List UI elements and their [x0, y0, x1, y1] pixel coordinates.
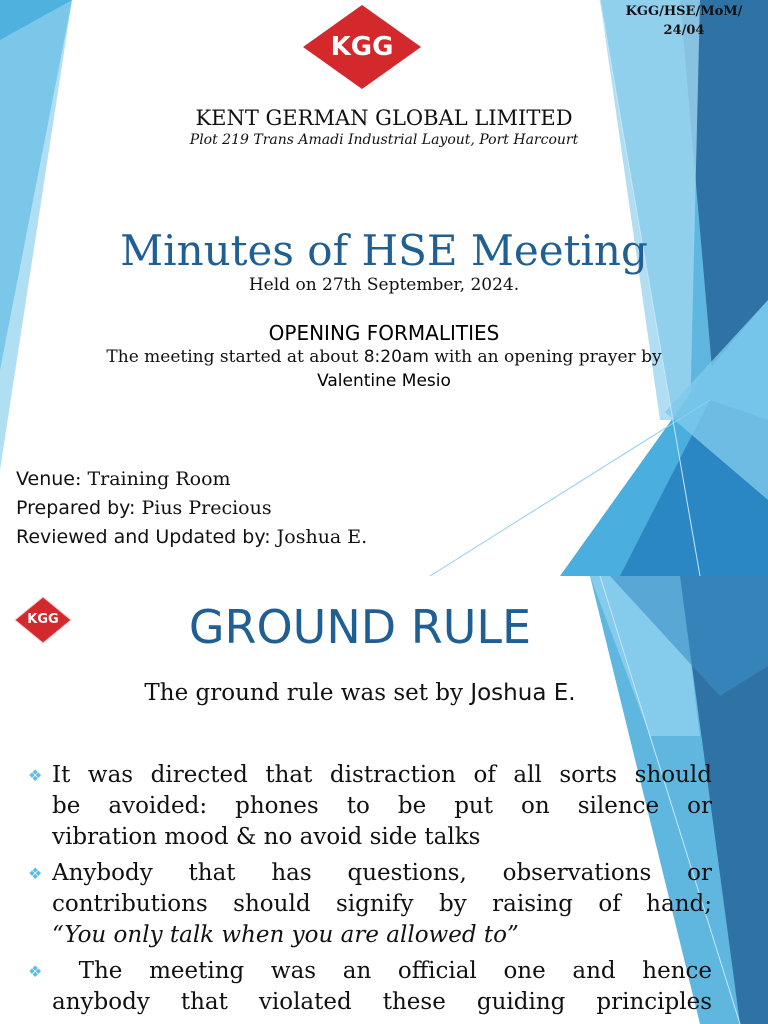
- kgg-logo-text: KGG: [330, 32, 394, 62]
- list-item: [28, 760, 712, 853]
- reviewed-by-value: Joshua E.: [270, 526, 368, 548]
- slide-2: [0, 576, 768, 1024]
- bullet-1-line-2: be avoided: phones to be put on silence or: [52, 793, 712, 819]
- bullet-3-line-1: The meeting was an official one and hence: [52, 958, 712, 984]
- company-address: Plot 219 Trans Amadi Industrial Layout, Port Harcourt: [189, 132, 579, 148]
- bullet-2-line-1: Anybody that has questions, observations or: [52, 860, 712, 886]
- opening-time: 8:20am: [363, 347, 429, 367]
- venue-label: Venue: [16, 468, 75, 490]
- prepared-by-value: Pius Precious: [135, 497, 272, 519]
- ground-rule-intro-name: Joshua E.: [470, 680, 576, 706]
- ground-rule-bullets: [28, 760, 712, 1018]
- bullet-2-line-3: “You only talk when you are allowed to”: [52, 922, 519, 948]
- document-reference-line-2: 24/04: [663, 23, 705, 38]
- bullet-3-line-2: anybody that violated these guiding principles: [52, 989, 712, 1015]
- reviewed-by-label: Reviewed and Updated by:: [16, 526, 271, 548]
- prepared-by-label: Prepared by:: [16, 497, 136, 519]
- kgg-logo-small-text: KGG: [27, 612, 59, 627]
- section-heading: OPENING FORMALITIES: [268, 321, 500, 345]
- opening-text-start: The meeting started at about: [106, 347, 364, 367]
- ground-rule-intro-text: The ground rule was set by: [144, 680, 471, 706]
- bullet-1-line-3: vibration mood & no avoid side talks: [52, 824, 481, 850]
- list-item: [28, 858, 712, 951]
- opening-prayer-by: Valentine Mesio: [317, 371, 451, 391]
- ground-rule-intro: [0, 680, 720, 706]
- meeting-date: Held on 27th September, 2024.: [248, 275, 520, 295]
- diamond-bullet-icon: ❖: [28, 766, 43, 785]
- diamond-bullet-icon: ❖: [28, 864, 43, 883]
- diamond-bullet-icon: ❖: [28, 962, 43, 981]
- company-name: KENT GERMAN GLOBAL LIMITED: [195, 106, 573, 130]
- bullet-1-line-1: It was directed that distraction of all sorts should: [52, 762, 712, 788]
- ground-rule-title: GROUND RULE: [188, 600, 532, 654]
- venue-value: : Training Room: [75, 468, 231, 490]
- opening-text: [0, 347, 768, 367]
- kgg-logo: [302, 4, 422, 90]
- list-item: [28, 956, 712, 1018]
- document-reference-line-1: KGG/HSE/MoM/: [625, 4, 743, 19]
- prepared-by-row: [16, 494, 367, 523]
- page-title: Minutes of HSE Meeting: [120, 226, 648, 275]
- reviewed-by-row: [16, 523, 367, 552]
- venue-row: [16, 465, 367, 494]
- meeting-details: [16, 465, 367, 552]
- opening-text-end: with an opening prayer by: [428, 347, 662, 367]
- bullet-2-line-2: contributions should signify by raising of hand;: [52, 891, 712, 917]
- document-reference: [600, 2, 768, 40]
